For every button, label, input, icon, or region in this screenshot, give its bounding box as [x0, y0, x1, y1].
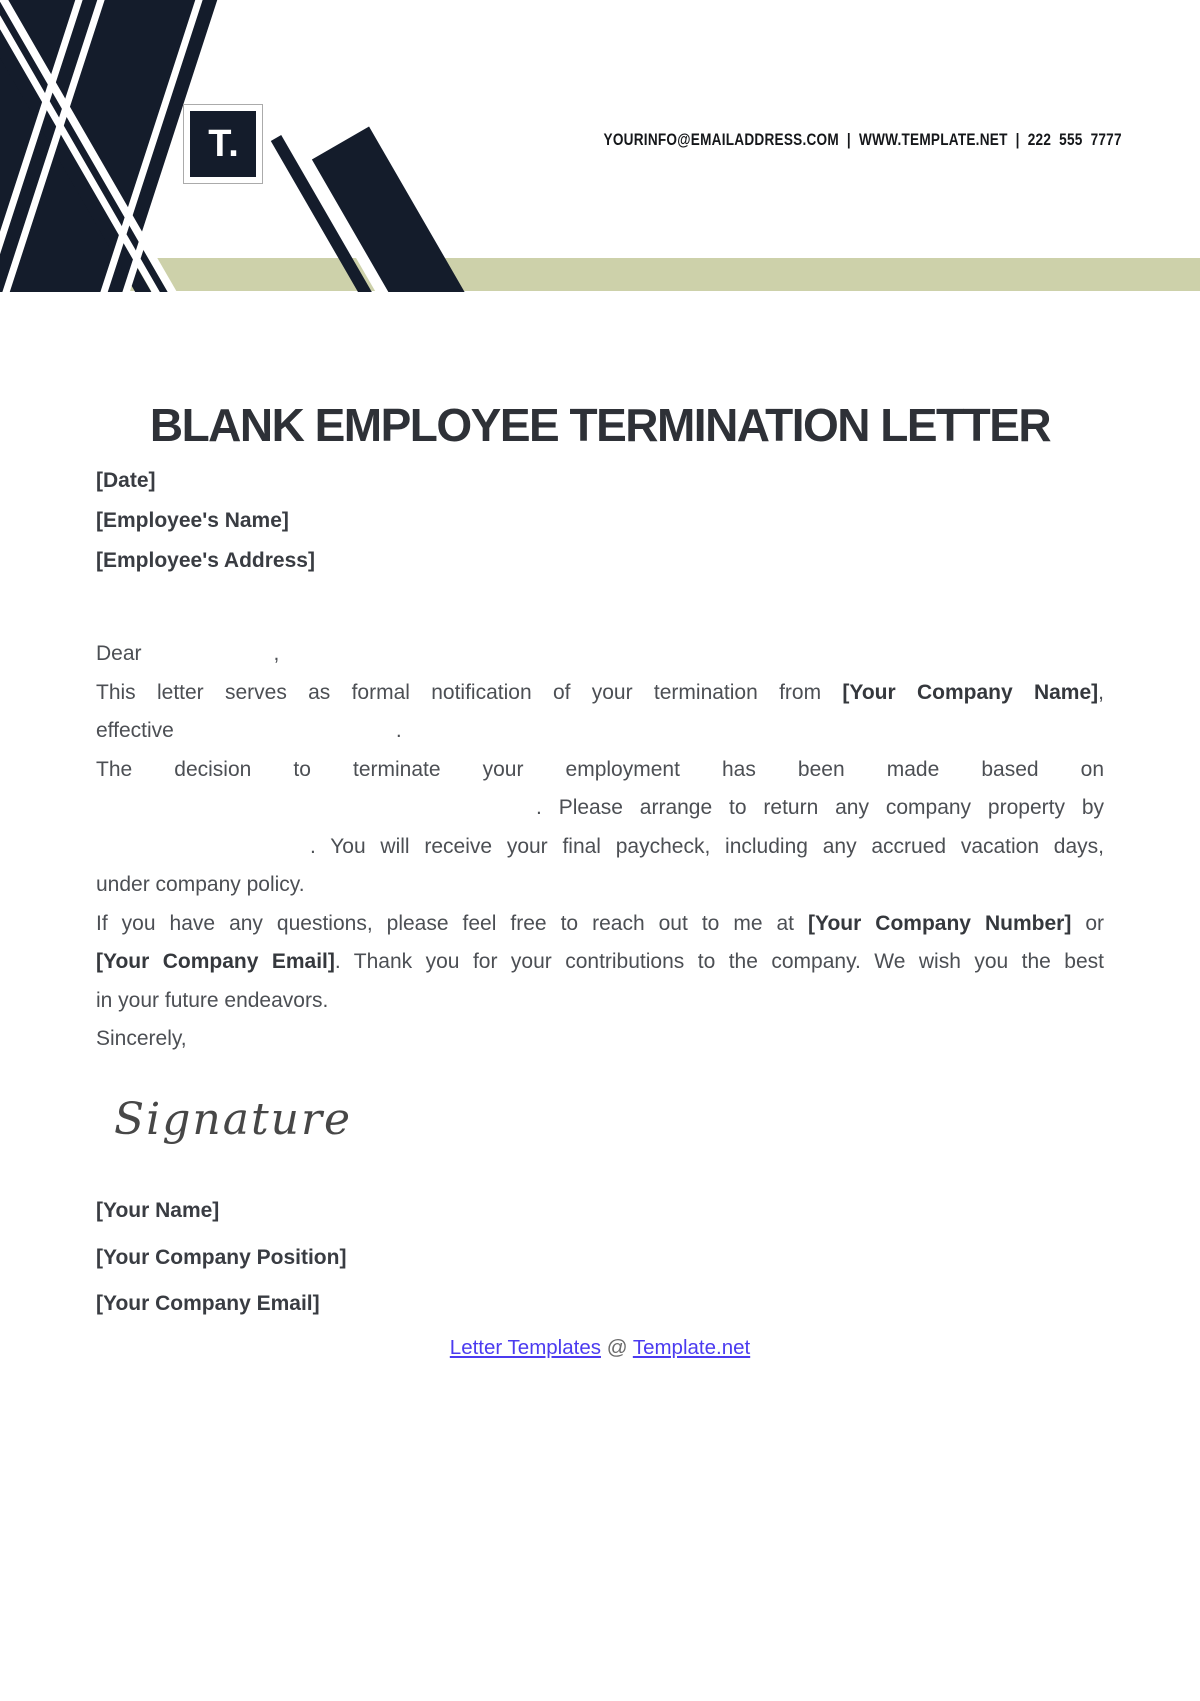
body-text: . Thank you for your contributions to the company. We wish you the best	[334, 950, 1104, 973]
employee-address-placeholder: [Employee's Address]	[96, 549, 315, 572]
blank-space	[96, 852, 310, 853]
body-lines	[96, 635, 1104, 1059]
body-line	[96, 1020, 1104, 1059]
template-net-link[interactable]: Template.net	[632, 1336, 751, 1359]
footer-attribution	[96, 1336, 1104, 1360]
body-text: under company policy.	[96, 873, 305, 896]
body-text: This letter serves as formal notification of your termination from	[96, 680, 843, 704]
placeholder-text: [Your Company Email]	[96, 950, 335, 973]
signature-script: Signature	[114, 1094, 353, 1145]
blank-space	[142, 659, 274, 660]
footer-at: @	[606, 1336, 628, 1359]
placeholder-text: [Your Company Name]	[842, 680, 1099, 704]
body-text: ,	[273, 642, 280, 665]
body-line	[96, 789, 1104, 828]
body-text: or	[1071, 911, 1105, 935]
body-text: Dear	[96, 642, 142, 665]
body-line	[96, 674, 1104, 713]
closing-block	[96, 1188, 1104, 1328]
employee-name-placeholder: [Employee's Name]	[96, 509, 289, 532]
body-line	[96, 712, 1104, 751]
body-text: ,	[1098, 680, 1104, 704]
body-text: . You will receive your final paycheck, including any accrued vacation days,	[310, 834, 1104, 858]
company-email-placeholder: [Your Company Email]	[96, 1292, 320, 1315]
template-logo-icon: T.	[190, 111, 256, 177]
company-position-placeholder: [Your Company Position]	[96, 1245, 347, 1269]
blank-space	[174, 736, 396, 737]
body-text: .	[395, 719, 402, 742]
body-line	[96, 751, 1104, 790]
body-text: effective	[96, 719, 174, 742]
body-line	[96, 828, 1104, 867]
body-line	[96, 635, 1104, 674]
template-logo	[183, 104, 263, 184]
recipient-info-block	[96, 461, 1104, 581]
letter-title: BLANK EMPLOYEE TERMINATION LETTER	[149, 399, 1051, 451]
blank-space	[96, 813, 536, 814]
header-contact-info: YOURINFO@EMAILADDRESS.COM | WWW.TEMPLATE.NET | 222 555 7777	[603, 130, 1122, 149]
body-text: . Please arrange to return any company property by	[536, 796, 1104, 819]
body-line	[96, 866, 1104, 905]
letter-templates-link[interactable]: Letter Templates	[449, 1336, 601, 1359]
your-name-placeholder: [Your Name]	[96, 1199, 220, 1222]
body-line	[96, 982, 1104, 1021]
body-text: If you have any questions, please feel free to reach out to me at	[96, 911, 809, 935]
body-line	[96, 943, 1104, 982]
body-line	[96, 905, 1104, 944]
body-text: The decision to terminate your employment has been made based on	[96, 757, 1104, 781]
date-placeholder: [Date]	[96, 469, 156, 492]
placeholder-text: [Your Company Number]	[808, 911, 1072, 935]
body-text: in your future endeavors.	[96, 988, 329, 1012]
body-text: Sincerely,	[96, 1027, 187, 1050]
